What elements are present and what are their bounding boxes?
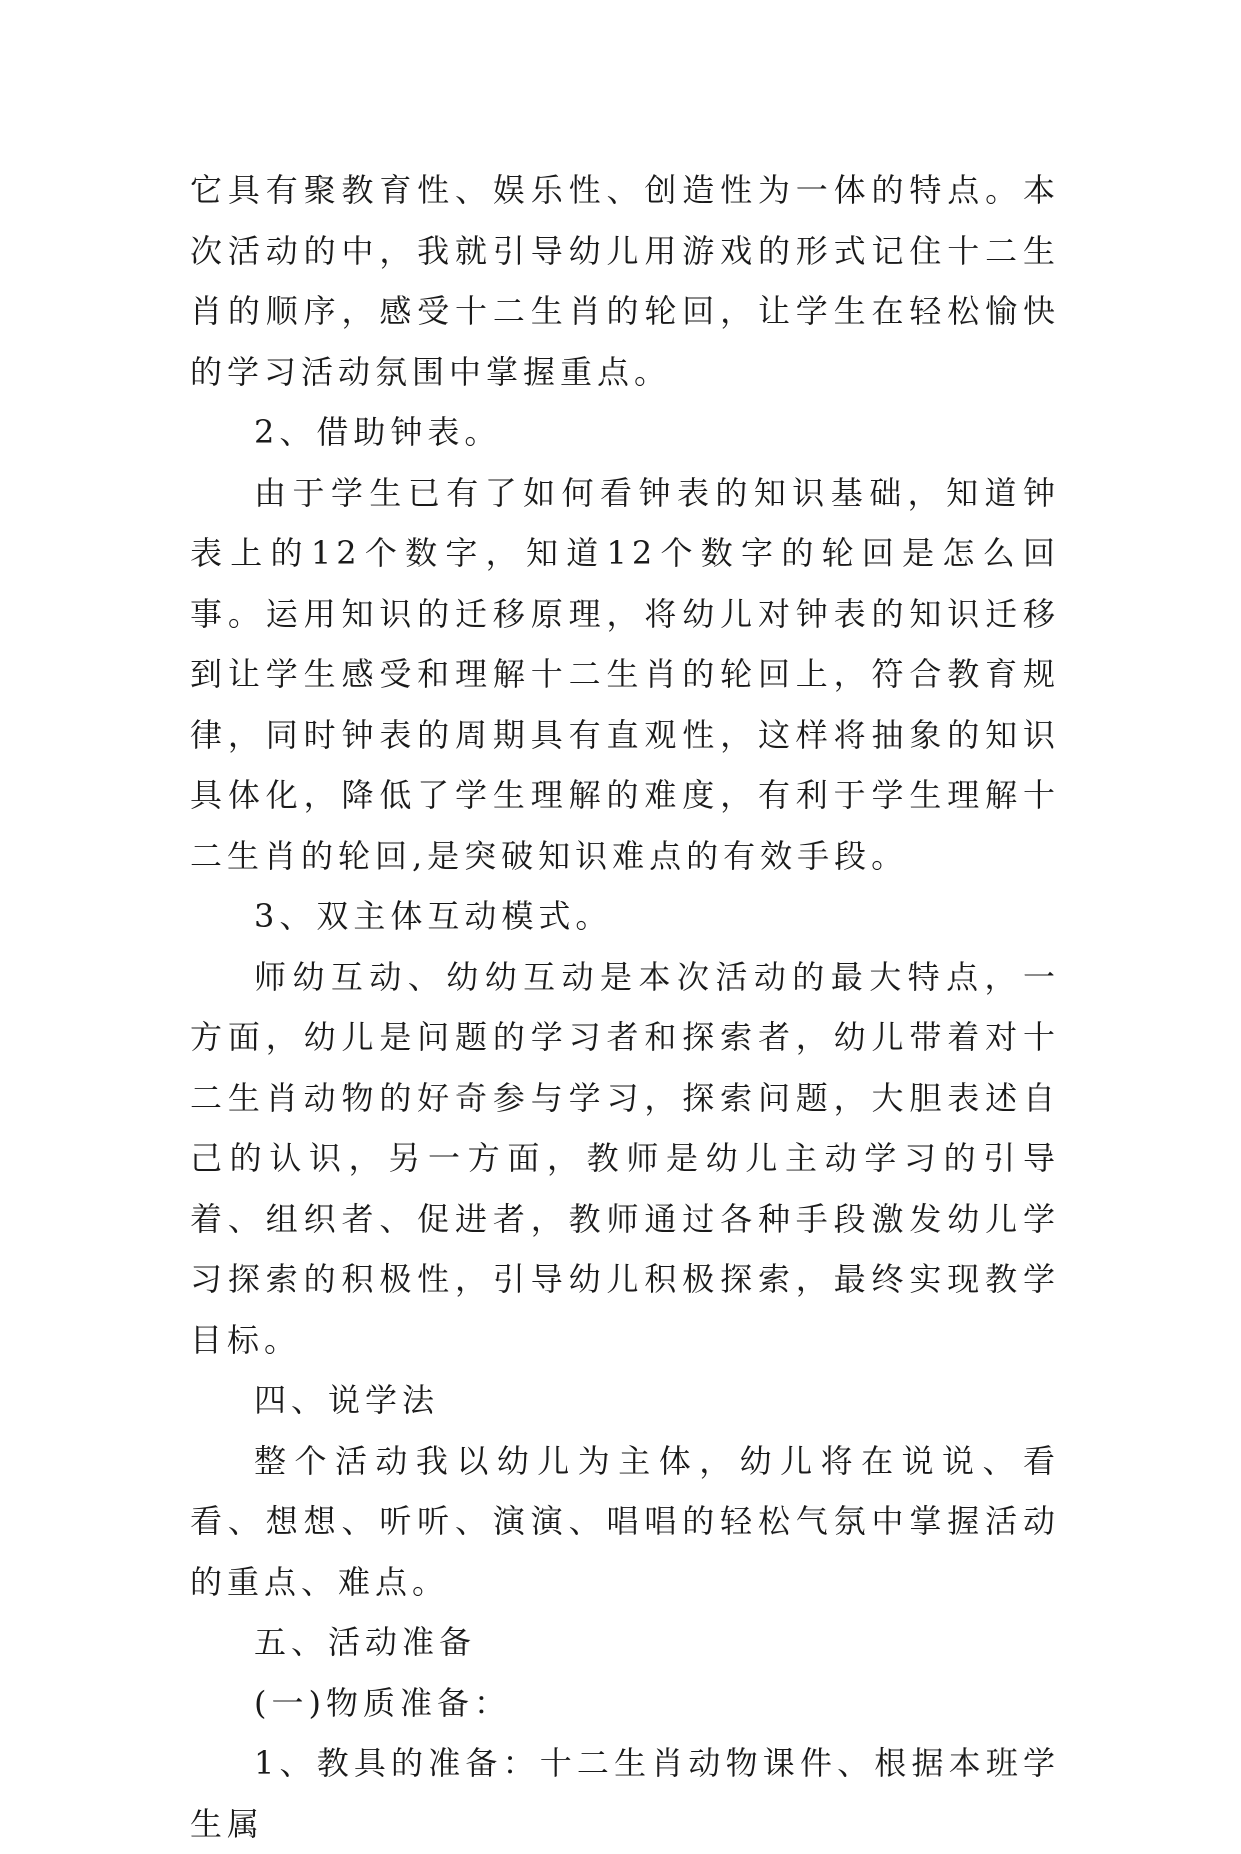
- section-heading: 五、活动准备: [254, 1623, 477, 1661]
- paragraph: 由于学生已有了如何看钟表的知识基础，知道钟表上的12个数字，知道12个数字的轮回是怎么回事。运用知识的迁移原理，将幼儿对钟表的知识迁移到让学生感受和理解十二生肖的轮回上，符合教育规律，同时钟表的周期具有直观性，这样将抽象的知识具体化，降低了学生理解的难度，有利于学生理解十二生肖的轮回,是突破知识难点的有效手段。: [190, 473, 1060, 875]
- paragraph: 它具有聚教育性、娱乐性、创造性为一体的特点。本次活动的中，我就引导幼儿用游戏的形式记住十二生肖的顺序，感受十二生肖的轮回，让学生在轻松愉快的学习活动氛围中掌握重点。: [190, 171, 1060, 391]
- section-heading: 四、说学法: [254, 1381, 440, 1419]
- paragraph: 整个活动我以幼儿为主体，幼儿将在说说、看看、想想、听听、演演、唱唱的轻松气氛中掌握活动的重点、难点。: [190, 1441, 1060, 1601]
- paragraph: 2、借助钟表。: [254, 413, 502, 451]
- paragraph: 3、双主体互动模式。: [254, 897, 613, 935]
- body-text: [190, 160, 1060, 1854]
- paragraph: 师幼互动、幼幼互动是本次活动的最大特点，一方面，幼儿是问题的学习者和探索者，幼儿带着对十二生肖动物的好奇参与学习，探索问题，大胆表述自己的认识，另一方面，教师是幼儿主动学习的引导着、组织者、促进者，教师通过各种手段激发幼儿学习探索的积极性，引导幼儿积极探索，最终实现教学目标。: [190, 957, 1060, 1359]
- paragraph: 1、教具的准备：十二生肖动物课件、根据本班学生属: [190, 1744, 1060, 1843]
- subsection-heading: (一)物质准备：: [254, 1683, 511, 1722]
